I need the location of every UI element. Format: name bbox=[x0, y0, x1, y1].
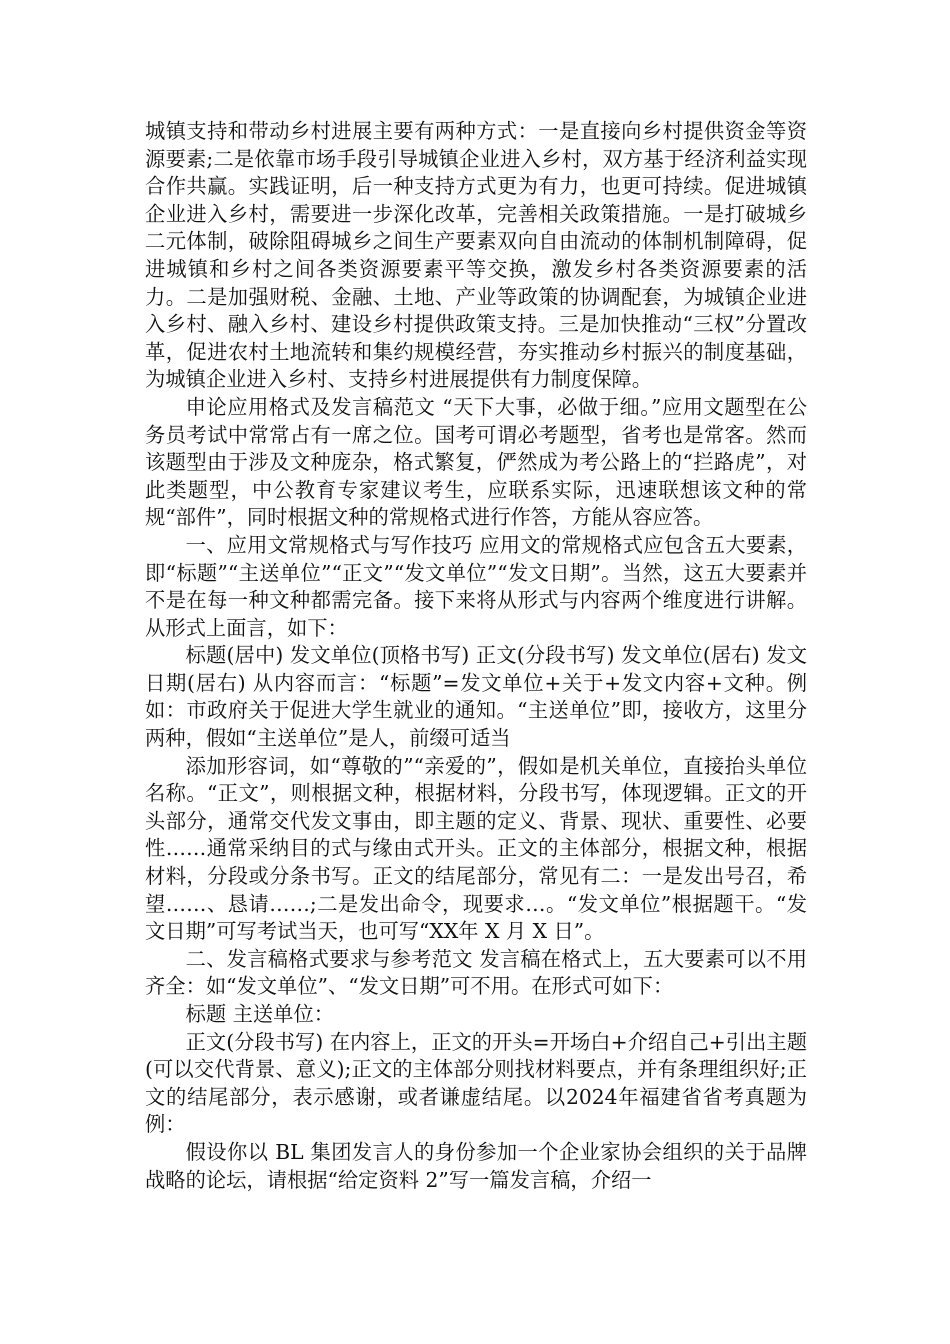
paragraph-4: 标题(居中) 发文单位(顶格书写) 正文(分段书写) 发文单位(居右) 发文日期(居右) 从内容而言：“标题”=发文单位+关于+发文内容+文种。例如：市政府关于促进大学生就业的通知。“主送单位”即，接收方，这里分两种，假如“主送单位”是人，前缀可适当 bbox=[145, 643, 807, 751]
paragraph-9: 假设你以 BL 集团发言人的身份参加一个企业家协会组织的关于品牌战略的论坛，请根据“给定资料 2”写一篇发言稿，介绍一 bbox=[145, 1139, 807, 1192]
paragraph-3: 一、应用文常规格式与写作技巧 应用文的常规格式应包含五大要素，即“标题”“主送单位”“正文”“发文单位”“发文日期”。当然，这五大要素并不是在每一种文种都需完备。接下来将从形式与内容两个维度进行讲解。从形式上面言，如下： bbox=[145, 532, 807, 640]
paragraph-6: 二、发言稿格式要求与参考范文 发言稿在格式上，五大要素可以不用齐全：如“发文单位”、“发文日期”可不用。在形式可如下： bbox=[145, 946, 807, 999]
paragraph-7: 标题 主送单位： bbox=[185, 1002, 335, 1026]
paragraph-2: 申论应用格式及发言稿范文 “天下大事，必做于细。”应用文题型在公务员考试中常常占有一席之位。国考可谓必考题型，省考也是常客。然而该题型由于涉及文种庞杂，格式繁复，俨然成为考公路上的“拦路虎”，对此类题型，中公教育专家建议考生，应联系实际，迅速联想该文种的常规“部件”，同时根据文种的常规格式进行作答，方能从容应答。 bbox=[145, 394, 807, 530]
document-page bbox=[145, 118, 807, 1194]
paragraph-1: 城镇支持和带动乡村进展主要有两种方式：一是直接向乡村提供资金等资源要素;二是依靠市场手段引导城镇企业进入乡村，双方基于经济利益实现合作共赢。实践证明，后一种支持方式更为有力，也更可持续。促进城镇企业进入乡村，需要进一步深化改革，完善相关政策措施。一是打破城乡二元体制，破除阻碍城乡之间生产要素双向自由流动的体制机制障碍，促进城镇和乡村之间各类资源要素平等交换，激发乡村各类资源要素的活力。二是加强财税、金融、土地、产业等政策的协调配套，为城镇企业进入乡村、融入乡村、建设乡村提供政策支持。三是加快推动“三权”分置改革，促进农村土地流转和集约规模经营，夯实推动乡村振兴的制度基础，为城镇企业进入乡村、支持乡村进展提供有力制度保障。 bbox=[145, 119, 807, 392]
paragraph-8: 正文(分段书写) 在内容上，正文的开头=开场白+介绍自己+引出主题(可以交代背景、意义);正文的主体部分则找材料要点，并有条理组织好;正文的结尾部分，表示感谢，或者谦虚结尾。以2024年福建省省考真题为例： bbox=[145, 1029, 807, 1137]
paragraph-5: 添加形容词，如“尊敬的”“亲爱的”，假如是机关单位，直接抬头单位名称。“正文”，则根据文种，根据材料，分段书写，体现逻辑。正文的开头部分，通常交代发文事由，即主题的定义、背景、现状、重要性、必要性……通常采纳目的式与缘由式开头。正文的主体部分，根据文种，根据材料，分段或分条书写。正文的结尾部分，常见有二：一是发出号召，希望……、恳请……;二是发出命令，现要求…。“发文单位”根据题干。“发文日期”可写考试当天，也可写“XX年 X 月 X 日”。 bbox=[145, 753, 807, 944]
